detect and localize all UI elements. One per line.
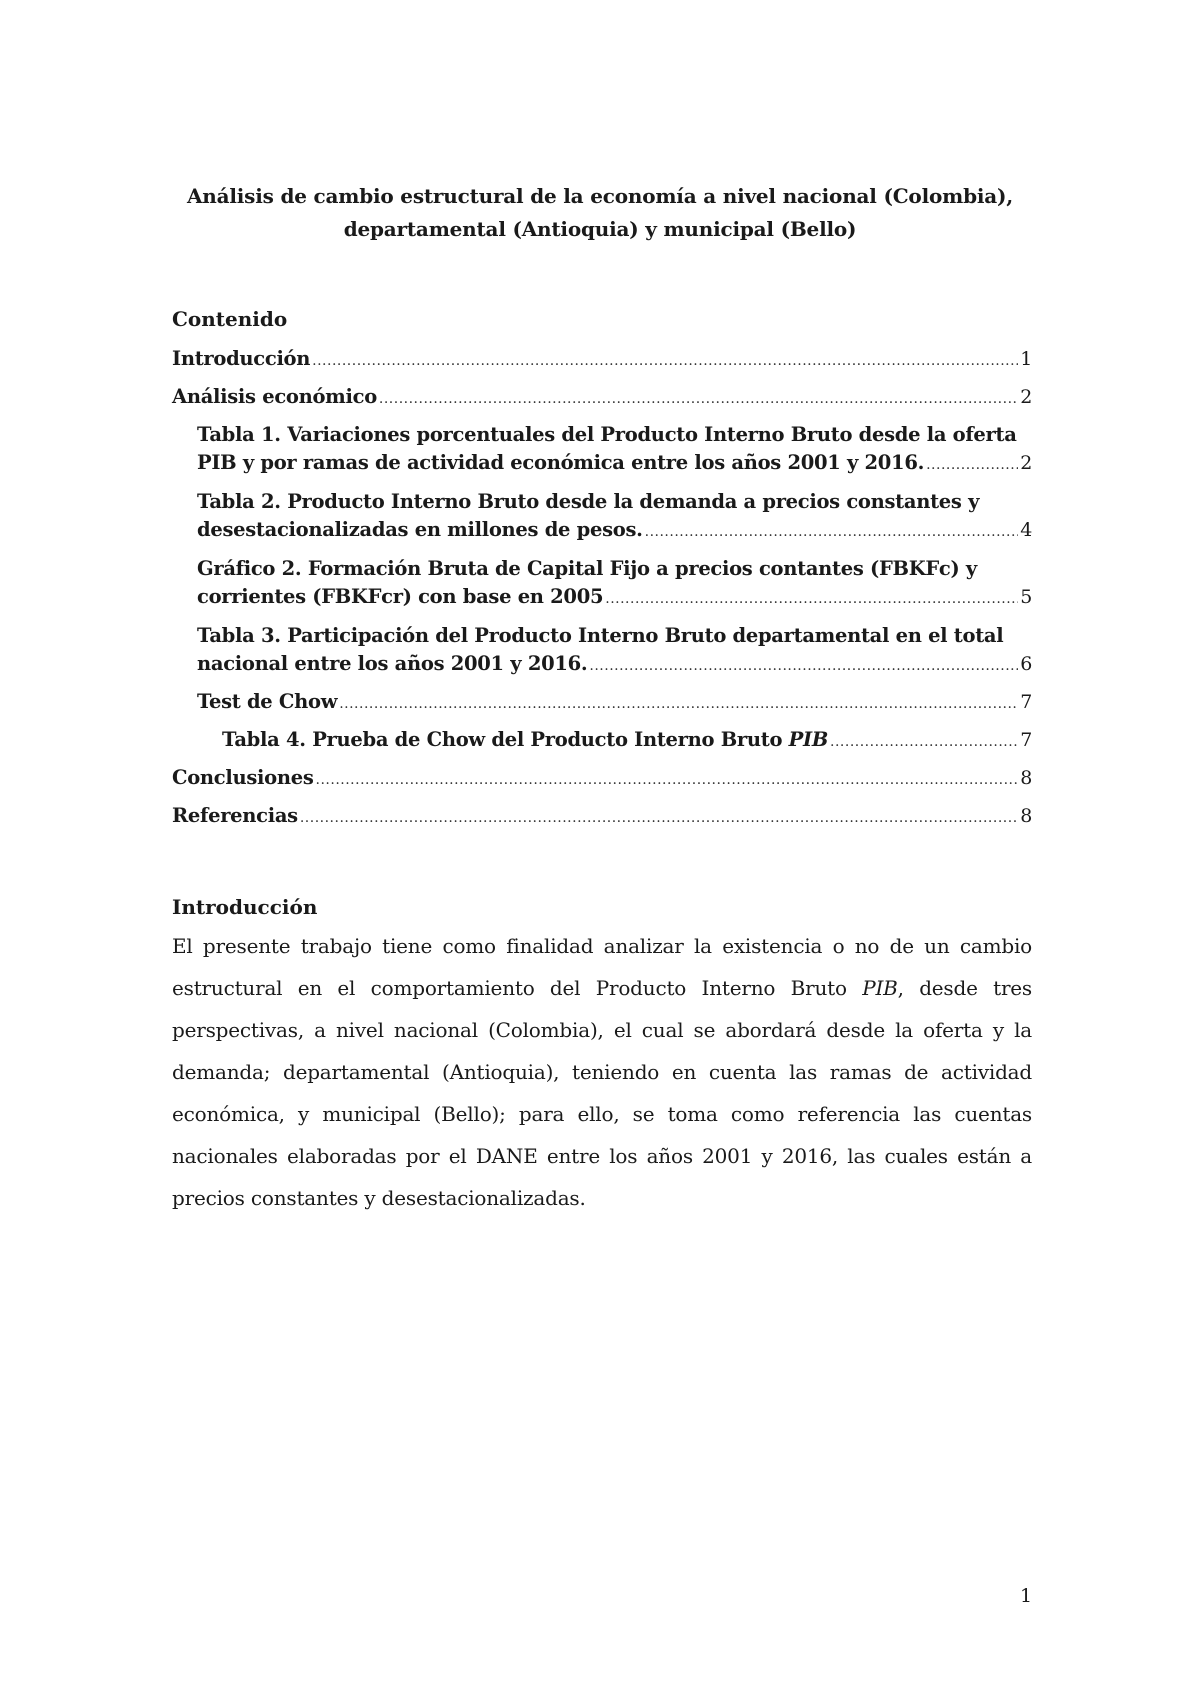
toc-entry-tabla-2[interactable] (172, 488, 1032, 546)
toc-entry-tabla-4[interactable] (172, 726, 1032, 756)
paragraph-italic-pib: PIB (862, 976, 898, 1000)
toc-page-number: 8 (1020, 805, 1032, 827)
toc-dot-leader (312, 347, 1018, 375)
paragraph-text-1: El presente trabajo tiene como finalidad analizar la existencia o no de un cambio estructural en el comportamiento del Producto Interno Bruto (172, 934, 1032, 1000)
toc-entry-analisis-economico[interactable] (172, 383, 1032, 413)
toc-entry-tabla-1[interactable] (172, 421, 1032, 479)
toc-dot-leader (589, 652, 1018, 680)
toc-dot-leader (926, 451, 1018, 479)
toc-entry-label-line-2: nacional entre los años 2001 y 2016. (197, 652, 588, 675)
introduction-heading: Introducción (172, 895, 318, 919)
introduction-paragraph (172, 925, 1032, 1219)
toc-entry-label-line-1: Tabla 3. Participación del Producto Interno Bruto departamental en el total (197, 624, 1004, 647)
toc-dot-leader (316, 766, 1019, 794)
table-of-contents (172, 345, 1032, 832)
toc-entry-label: Introducción (172, 347, 311, 370)
toc-dot-leader (379, 385, 1018, 413)
toc-entry-label-line-1: Tabla 2. Producto Interno Bruto desde la demanda a precios constantes y (197, 490, 980, 513)
toc-entry-label-line-2: desestacionalizadas en millones de pesos. (197, 518, 643, 541)
toc-entry-label-line-2: PIB y por ramas de actividad económica entre los años 2001 y 2016. (197, 451, 925, 474)
toc-page-number: 8 (1020, 767, 1032, 789)
toc-entry-label: Test de Chow (197, 690, 338, 713)
toc-entry-label-line-1: Tabla 1. Variaciones porcentuales del Producto Interno Bruto desde la oferta (197, 423, 1017, 446)
document-title (150, 180, 1050, 246)
toc-dot-leader (830, 728, 1018, 756)
toc-entry-tabla-3[interactable] (172, 622, 1032, 680)
toc-entry-conclusiones[interactable] (172, 764, 1032, 794)
toc-entry-grafico-2[interactable] (172, 555, 1032, 613)
toc-entry-label-line-1: Gráfico 2. Formación Bruta de Capital Fijo a precios contantes (FBKFc) y (197, 557, 977, 580)
toc-page-number: 2 (1020, 452, 1032, 474)
title-line-2: departamental (Antioquia) y municipal (Bello) (343, 217, 857, 241)
toc-page-number: 5 (1020, 586, 1032, 608)
toc-entry-test-de-chow[interactable] (172, 688, 1032, 718)
toc-entry-referencias[interactable] (172, 802, 1032, 832)
paragraph-text-2: , desde tres perspectivas, a nivel nacional (Colombia), el cual se abordará desde la oferta y la demanda; departamental (Antioquia), teniendo en cuenta las ramas de actividad económica, y municipal (Bello); para ello, se toma como referencia las cuentas nacionales elaboradas por el DANE entre los años 2001 y 2016, las cuales están a precios constantes y desestacionalizadas. (172, 976, 1032, 1210)
toc-page-number: 4 (1020, 519, 1032, 541)
toc-dot-leader (300, 804, 1018, 832)
toc-dot-leader (339, 690, 1018, 718)
toc-page-number: 2 (1020, 386, 1032, 408)
toc-entry-label-line-2: corrientes (FBKFcr) con base en 2005 (197, 585, 604, 608)
page-number: 1 (1020, 1585, 1033, 1607)
toc-entry-introduccion[interactable] (172, 345, 1032, 375)
toc-entry-label: Referencias (172, 804, 298, 827)
toc-entry-label-italic: PIB (788, 728, 829, 751)
toc-entry-label: Análisis económico (172, 385, 377, 408)
toc-page-number: 6 (1020, 653, 1032, 675)
toc-page-number: 7 (1020, 729, 1032, 751)
toc-dot-leader (645, 518, 1019, 546)
toc-entry-label-text: Tabla 4. Prueba de Chow del Producto Interno Bruto (222, 728, 789, 751)
toc-dot-leader (605, 585, 1018, 613)
toc-heading: Contenido (172, 307, 288, 331)
toc-entry-label (222, 726, 828, 754)
title-line-1: Análisis de cambio estructural de la economía a nivel nacional (Colombia), (186, 184, 1014, 208)
toc-entry-label: Conclusiones (172, 766, 314, 789)
toc-page-number: 1 (1020, 348, 1032, 370)
toc-page-number: 7 (1020, 691, 1032, 713)
